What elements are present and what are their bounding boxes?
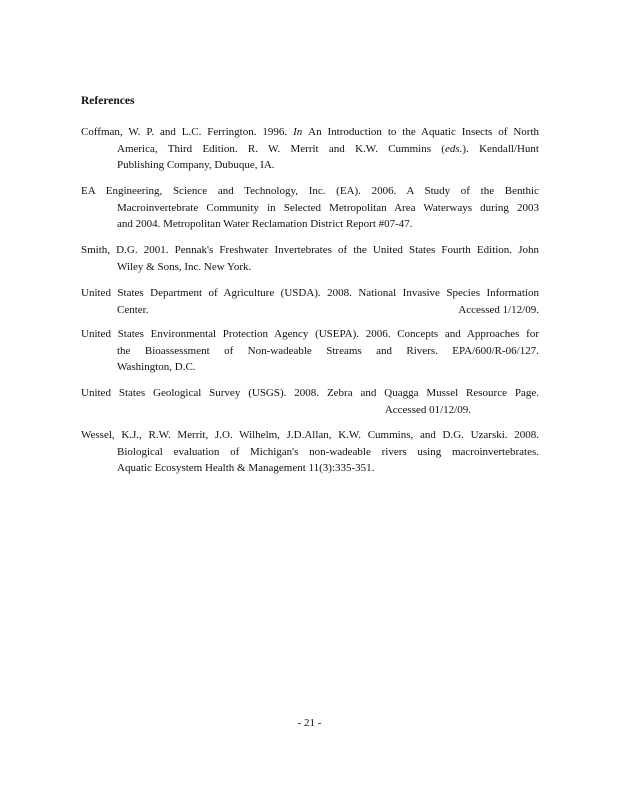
reference-line: Smith, D.G. 2001. Pennak's Freshwater Invertebrates of the United States Fourth Edition. John xyxy=(81,244,539,256)
reference-entry xyxy=(81,385,539,418)
reference-entry xyxy=(81,326,539,376)
accessed-date: Accessed 01/12/09. xyxy=(384,403,471,416)
reference-entry xyxy=(81,124,539,174)
reference-line: Publishing Company, Dubuque, IA. xyxy=(117,159,275,172)
reference-line: EA Engineering, Science and Technology, Inc. (EA). 2006. A Study of the Benthic xyxy=(81,185,539,197)
reference-line: United States Geological Survey (USGS). 2008. Zebra and Quagga Mussel Resource Page. xyxy=(81,387,539,399)
reference-entry xyxy=(81,285,539,318)
reference-line: Aquatic Ecosystem Health & Management 11(3):335-351. xyxy=(117,462,375,475)
reference-line: Macroinvertebrate Community in Selected Metropolitan Area Waterways during 2003 xyxy=(117,201,539,214)
reference-entry xyxy=(81,242,539,275)
reference-line: Coffman, W. P. and L.C. Ferrington. 1996. In An Introduction to the Aquatic Insects of North xyxy=(81,126,540,138)
reference-line: United States Department of Agriculture (USDA). 2008. National Invasive Species Information xyxy=(81,287,539,299)
reference-line: the Bioassessment of Non-wadeable Streams and Rivers. EPA/600/R-06/127. xyxy=(117,344,539,357)
reference-line xyxy=(81,302,539,319)
reference-line: Wiley & Sons, Inc. New York. xyxy=(117,260,252,273)
reference-line: America, Third Edition. R. W. Merrit and K.W. Cummins (eds.). Kendall/Hunt xyxy=(117,142,539,155)
reference-line xyxy=(81,402,539,419)
reference-line: Washington, D.C. xyxy=(117,361,196,374)
reference-entry xyxy=(81,427,539,477)
accessed-date: Accessed 1/12/09. xyxy=(458,303,539,316)
reference-line: and 2004. Metropolitan Water Reclamation District Report #07-47. xyxy=(117,218,413,231)
page-number: - 21 - xyxy=(297,717,322,729)
reference-line: Wessel, K.J., R.W. Merrit, J.O. Wilhelm, J.D.Allan, K.W. Cummins, and D.G. Uzarski. 2008. xyxy=(81,429,539,441)
reference-entry xyxy=(81,183,539,233)
references-heading: References xyxy=(81,95,135,107)
reference-line: Biological evaluation of Michigan's non-wadeable rivers using macroinvertebrates. xyxy=(117,445,539,458)
reference-line-text: Center. xyxy=(117,303,149,316)
reference-line: United States Environmental Protection Agency (USEPA). 2006. Concepts and Approaches for xyxy=(81,328,539,340)
